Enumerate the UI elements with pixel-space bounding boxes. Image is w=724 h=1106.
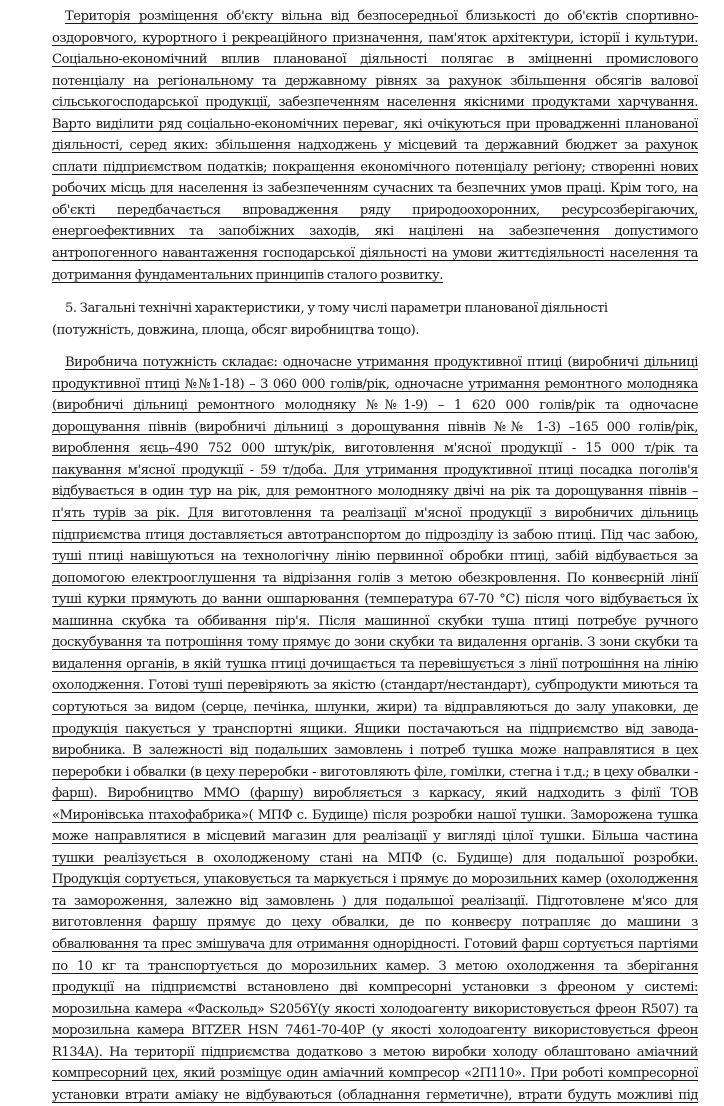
text-line: Соціально-економічний вплив планованої діяльності полягає в зміцненні промислового <box>52 52 698 68</box>
text-line: установки втрати аміаку не відбуваються (обладнання герметичне), втрати будуть можливі під <box>52 1087 698 1103</box>
heading-line: 5. Загальні технічні характеристики, у тому числі параметри планованої діяльності <box>65 301 608 317</box>
text-line: туші птиці навішуються на технологічну лінію первинної обробки птиці, забій відбувається за <box>52 549 698 565</box>
text-line: морозильна камера «Фаскольд» S2056Y(у якості холодоагенту використовується фреон R507) та <box>52 1001 698 1017</box>
text-line: оздоровчого, курортного і рекреаційного призначення, пам'яток архітектури, історії і культури. <box>52 30 698 46</box>
section-5-heading <box>52 298 698 341</box>
text-line: дорощування півнів (виробничі дільниці з дорощування півнів №№ 1-3) –165 000 голів/рік, <box>52 419 698 435</box>
text-line: видалення органів, в якій тушка птиці дочищається та перевішується з лінії потрошіння на лінію <box>52 656 698 672</box>
text-line: відбувається в один тур на рік, для ремонтного молодняку двічі на рік та дорощування півнів – <box>52 484 698 500</box>
text-line: морозильна камера BITZER HSN 7461-70-40P (у якості холодоагенту використовується фреон <box>52 1023 698 1039</box>
text-line: п'ять турів за рік. Для виготовлення та реалізації м'ясної продукції з виробничих дільниць <box>52 506 698 522</box>
text-line: робочих місць для населення із забезпеченням сучасних та безпечних умов праці. Крім того, на <box>52 181 698 197</box>
text-line: фарш). Виробництво ММО (фаршу) виробляється з каркасу, який надходить з філії ТОВ <box>52 786 698 802</box>
text-line: вироблення яєць–490 752 000 штук/рік, виготовлення м'ясної продукції - 15 000 т/рік та <box>52 441 698 457</box>
text-line: може направлятися в місцевий магазин для реалізації у вигляді цілої тушки. Більша частина <box>52 829 698 845</box>
text-line: компресорний цех, який розміщує один аміачний компресор «2П110». При роботі компресорної <box>52 1066 698 1082</box>
text-line: потенціалу на регіональному та державному рівнях за рахунок збільшення обсягів валової <box>52 73 698 89</box>
text-line: антропогенного навантаження господарської діяльності на умови життєдіяльності населення та <box>52 246 698 262</box>
text-line: об'єкті передбачається впровадження ряду природоохоронних, ресурсозберігаючих, <box>52 202 698 218</box>
text-line: переробки і обвалки (в цеху переробки - виготовляють філе, гомілки, стегна і т.д.; в цеху обвалки - <box>52 764 698 780</box>
text-line: дотримання фундаментальних принципів сталого розвитку. <box>52 267 444 283</box>
text-line: обвалювання та прес змішувача для отримання однорідності. Готовий фарш сортується партіями <box>52 936 698 952</box>
text-line: виробника. В залежності від подальших замовлень і потреб тушка може направлятися в цех <box>52 743 698 759</box>
text-line: продукції на підприємстві встановлено дві компресорні установки з фреоном у системі: <box>52 980 698 996</box>
text-line: Продукція сортується, упаковується та маркується і прямує до морозильних камер (охолодження <box>52 872 698 888</box>
text-line: «Миронівська птахофабрика»( МПФ с. Будище) після розробки нашої тушки. Заморожена тушка <box>52 807 698 823</box>
text-line: підприємства птиця доставляється автотранспортом до підрозділу із забою птиці. Під час забою, <box>52 527 698 543</box>
text-line: сплати підприємством податків; покращення економічного потенціалу регіону; створенні нових <box>52 159 698 175</box>
text-line: діяльності, серед яких: збільшення надходжень у місцевий та державний бюджет за рахунок <box>52 138 698 154</box>
paragraph-gap <box>52 286 698 298</box>
text-line: Територія розміщення об'єкту вільна від безпосередньої близькості до об'єктів спортивно- <box>65 9 698 24</box>
text-line: машинна скубка та оббивання пір'я. Після машинної скубки туша птиці потребує ручного <box>52 613 698 629</box>
heading-line: (потужність, довжина, площа, обсяг виробництва тощо). <box>52 322 420 338</box>
paragraph-territory <box>52 6 698 286</box>
document-page <box>52 6 698 1106</box>
text-line: енергоефективних та запобіжних заходів, які націлені на забезпечення допустимого <box>52 224 698 240</box>
text-line: тушки реалізується в охолодженому стані на МПФ (с. Будище) для подальшої розробки. <box>52 850 698 866</box>
text-line: доскубування та потрошіння тому прямує до зони скубки та видалення органів. З зони скубки та <box>52 635 698 651</box>
text-line: R134A). На території підприємства додатково з метою виробки холоду облаштовано аміачний <box>52 1044 698 1060</box>
paragraph-gap <box>52 341 698 352</box>
text-line: охолодження. Готові туші перевіряють за якістю (стандарт/нестандарт), субпродукти миються та <box>52 678 698 694</box>
text-line: виготовлення фаршу прямує до цеху обвалки, де по конвеєру потрапляє до машини з <box>52 915 698 931</box>
text-line: допомогою електрооглушення та відрізання голів з метою обезкровлення. По конвеєрній лінії <box>52 570 698 586</box>
text-line: Виробнича потужність складає: одночасне утримання продуктивної птиці (виробничі дільниці <box>65 355 698 371</box>
text-line: пакування м'ясної продукції - 59 т/доба. Для утримання продуктивної птиці посадка поголів'я <box>52 462 698 478</box>
text-line: та замороження, залежно від замовлень ) для подальшої реалізації. Підготовлене м'ясо для <box>52 893 698 909</box>
text-line: продукція пакується у транспортні ящики. Ящики постачаються на підприємство від завода- <box>52 721 698 737</box>
text-line: (виробничі дільниці ремонтного молодняку №№1-9) – 1 620 000 голів/рік та одночасне <box>52 398 698 414</box>
text-line: сільськогосподарської продукції, забезпеченням населення якісними продуктами харчування. <box>52 95 698 111</box>
text-line: по 10 кг та транспортується до морозильних камер. З метою охолодження та зберігання <box>52 958 698 974</box>
text-line: сортуються за видом (серце, печінка, шлунки, жири) та відправляються до залу упаковки, де <box>52 699 698 715</box>
text-line: продуктивної птиці №№1-18) – 3 060 000 голів/рік, одночасне утримання ремонтного молодняка <box>52 376 698 392</box>
paragraph-production-capacity <box>52 352 698 1106</box>
text-line: Варто виділити ряд соціально-економічних переваг, які очікуються при провадженні планованої <box>52 116 698 132</box>
text-line: туші курки прямують до ванни ошпарювання (температура 67-70 °С) після чого відбувається їх <box>52 592 698 608</box>
